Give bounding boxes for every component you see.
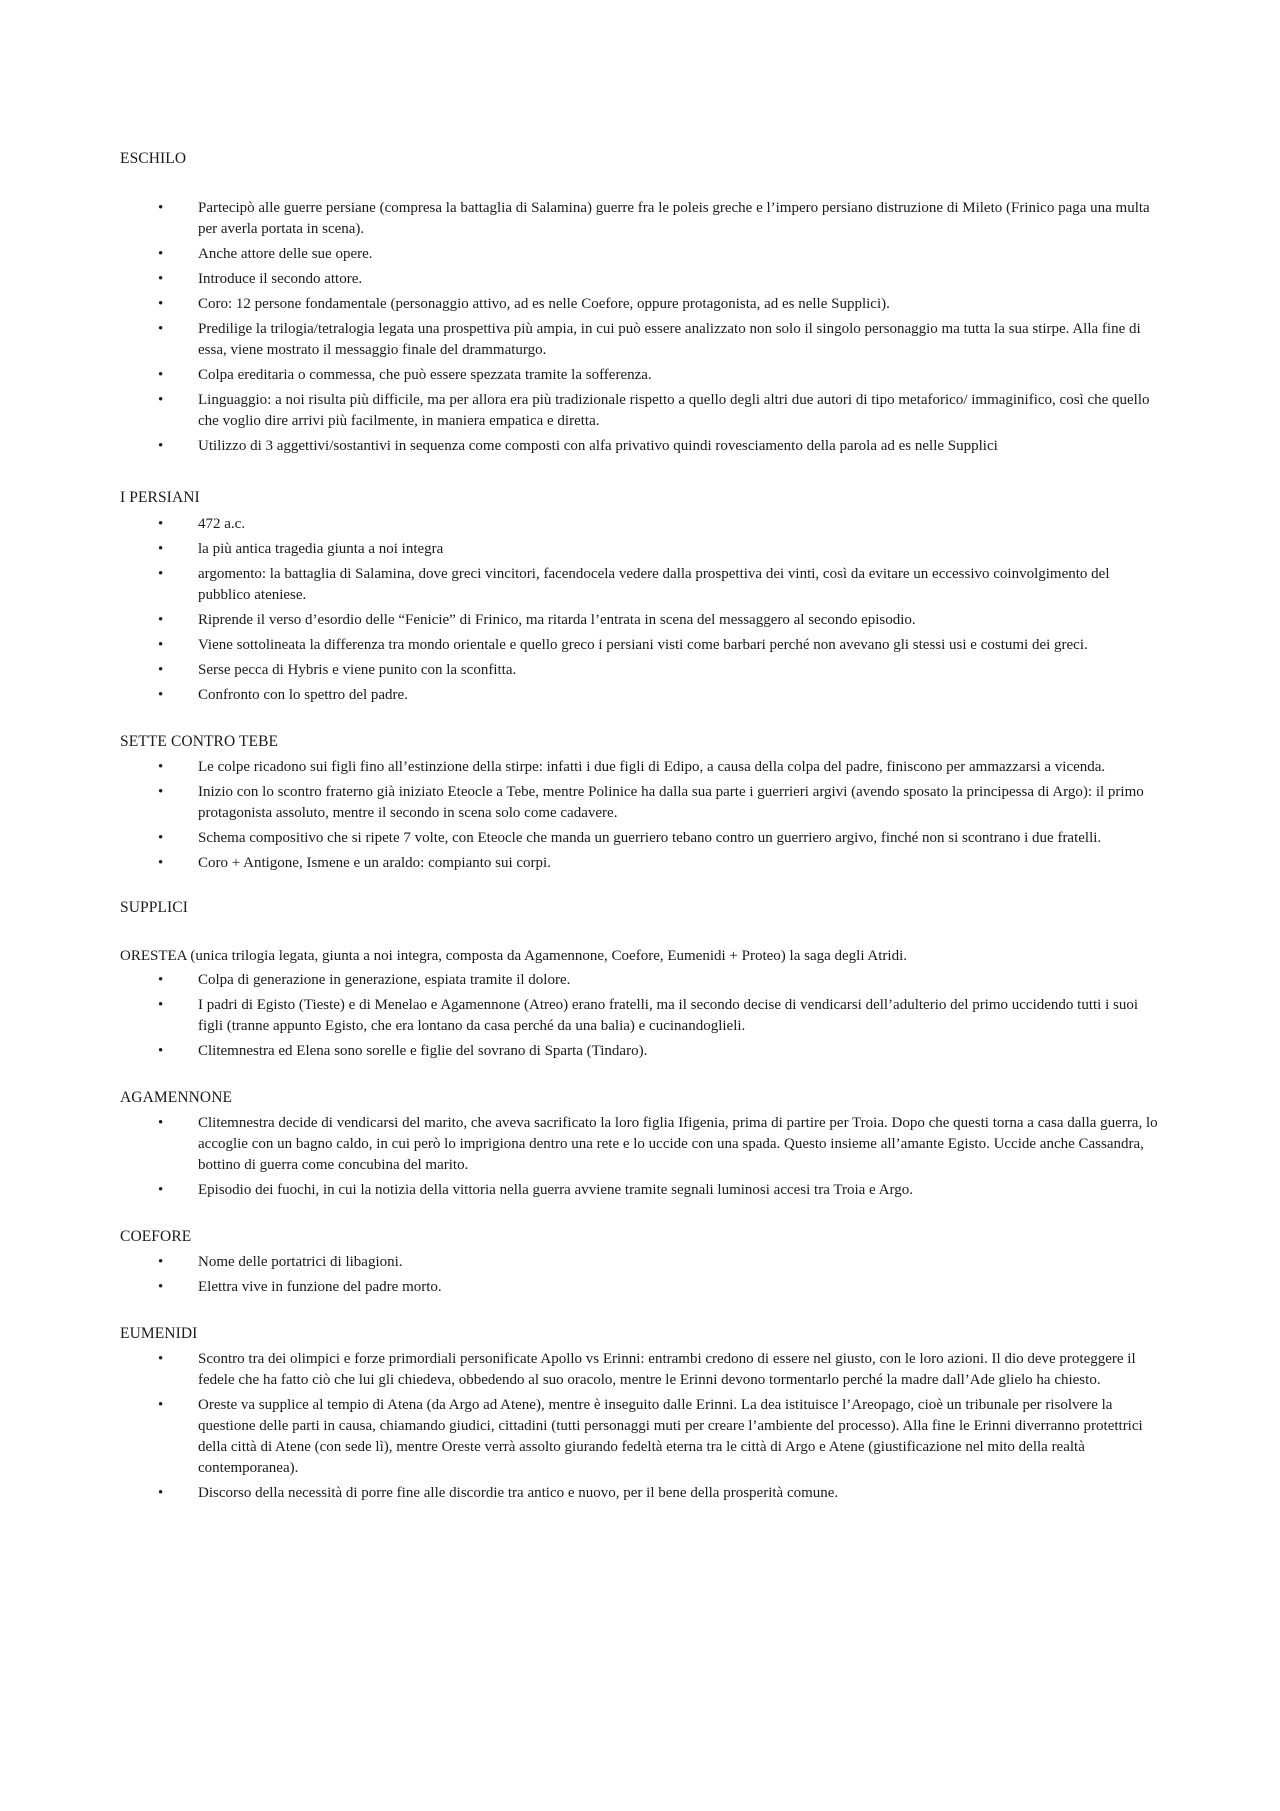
- list-item: [158, 539, 1160, 560]
- list-item-text: Introduce il secondo attore.: [198, 271, 363, 288]
- section-coefore: [120, 1225, 1160, 1298]
- bullet-icon: •: [158, 1042, 164, 1059]
- list-item: [158, 660, 1160, 681]
- section-i-persiani: [120, 486, 1160, 705]
- list-item-text: Episodio dei fuochi, in cui la notizia della vittoria nella guerra avviene tramite segnali luminosi accesi tra Troia e Argo.: [198, 1181, 913, 1198]
- bullet-list: [120, 198, 1160, 457]
- bullet-icon: •: [158, 971, 164, 988]
- section-sette-contro-tebe: [120, 730, 1160, 874]
- list-item: [158, 390, 1160, 432]
- list-item: [158, 1252, 1160, 1273]
- list-item-text: I padri di Egisto (Tieste) e di Menelao e Agamennone (Atreo) erano fratelli, ma il secondo decise di vendicarsi dell’adulterio del primo uccidendo tutti i suoi figli (tranne appunto Egisto, che era lontano da casa perché da una balia) e cucinandoglieli.: [198, 996, 1139, 1034]
- bullet-icon: •: [158, 1181, 164, 1198]
- list-item: [158, 564, 1160, 606]
- bullet-list: [120, 1113, 1160, 1201]
- list-item-text: Coro: 12 persone fondamentale (personaggio attivo, ad es nelle Coefore, oppure protagonista, ad es nelle Supplici).: [198, 296, 890, 313]
- list-item-text: Riprende il verso d’esordio delle “Fenicie” di Frinico, ma ritarda l’entrata in scena del messaggero al secondo episodio.: [198, 611, 916, 628]
- section-agamennone: [120, 1086, 1160, 1201]
- bullet-icon: •: [158, 540, 164, 557]
- section-heading: SUPPLICI: [120, 898, 188, 916]
- section-heading: SETTE CONTRO TEBE: [120, 732, 279, 750]
- list-item: [158, 319, 1160, 361]
- section-heading: AGAMENNONE: [120, 1088, 233, 1106]
- list-item-text: Linguaggio: a noi risulta più difficile, ma per allora era più tradizionale rispetto a quello degli altri due autori di tipo metaforico/ immaginifico, così che quello che voglio dire arrivi più facilmente, in maniera empatica e diretta.: [198, 392, 1150, 430]
- list-item: [158, 1041, 1160, 1062]
- list-item: [158, 1483, 1160, 1504]
- bullet-icon: •: [158, 829, 164, 846]
- section-eschilo: [120, 147, 1160, 457]
- list-item: [158, 514, 1160, 535]
- list-item-text: argomento: la battaglia di Salamina, dove greci vincitori, facendocela vedere dalla prospettiva dei vinti, così da evitare un eccessivo coinvolgimento del pubblico ateniese.: [198, 565, 1110, 603]
- list-item-text: Scontro tra dei olimpici e forze primordiali personificate Apollo vs Erinni: entrambi credono di essere nel giusto, con le loro azioni. Il dio deve proteggere il fedele che ha fatto ciò che lui gli chiedeva, obbedendo al suo oracolo, mentre le Erinni devono tormentarlo perché la madre dall’Ade glielo ha chiesto.: [198, 1351, 1136, 1389]
- bullet-list: [120, 757, 1160, 874]
- list-item-text: Partecipò alle guerre persiane (compresa la battaglia di Salamina) guerre fra le poleis greche e l’impero persiano distruzione di Mileto (Frinico paga una multa per averla portata in scena).: [198, 200, 1150, 238]
- list-item: [158, 853, 1160, 874]
- bullet-list: [120, 1349, 1160, 1504]
- list-item-text: Serse pecca di Hybris e viene punito con la sconfitta.: [198, 661, 517, 678]
- list-item-text: Predilige la trilogia/tetralogia legata una prospettiva più ampia, in cui può essere analizzato non solo il singolo personaggio ma tutta la sua stirpe. Alla fine di essa, viene mostrato il messaggio finale del drammaturgo.: [198, 321, 1141, 359]
- bullet-icon: •: [158, 1397, 164, 1414]
- bullet-icon: •: [158, 636, 164, 653]
- list-item: [158, 635, 1160, 656]
- bullet-icon: •: [158, 783, 164, 800]
- list-item-text: Colpa di generazione in generazione, espiata tramite il dolore.: [198, 971, 571, 988]
- section-supplici: [120, 896, 1160, 919]
- section-eumenidi: [120, 1322, 1160, 1504]
- bullet-list: [120, 970, 1160, 1062]
- bullet-icon: •: [158, 321, 164, 338]
- list-item-text: Colpa ereditaria o commessa, che può essere spezzata tramite la sofferenza.: [198, 367, 652, 384]
- bullet-icon: •: [158, 367, 164, 384]
- bullet-list: [120, 1252, 1160, 1298]
- list-item: [158, 970, 1160, 991]
- bullet-icon: •: [158, 661, 164, 678]
- section-heading: ESCHILO: [120, 150, 187, 167]
- bullet-icon: •: [158, 565, 164, 582]
- bullet-icon: •: [158, 1351, 164, 1368]
- list-item: [158, 436, 1160, 457]
- list-item: [158, 1113, 1160, 1176]
- list-item: [158, 610, 1160, 631]
- list-item-text: Discorso della necessità di porre fine alle discordie tra antico e nuovo, per il bene della prosperità comune.: [198, 1485, 839, 1502]
- list-item-text: Inizio con lo scontro fraterno già iniziato Eteocle a Tebe, mentre Polinice ha dalla sua parte i guerrieri argivi (avendo sposato la principessa di Argo): il primo protagonista assoluto, mentre il secondo in scena solo come cadavere.: [198, 783, 1144, 821]
- bullet-icon: •: [158, 296, 164, 313]
- bullet-icon: •: [158, 1114, 164, 1131]
- list-item: [158, 294, 1160, 315]
- bullet-icon: •: [158, 246, 164, 263]
- list-item: [158, 365, 1160, 386]
- list-item: [158, 828, 1160, 849]
- section-intro: ORESTEA (unica trilogia legata, giunta a noi integra, composta da Agamennone, Coefore, Eumenidi + Proteo) la saga degli Atridi.: [120, 948, 908, 964]
- bullet-icon: •: [158, 438, 164, 455]
- bullet-icon: •: [158, 686, 164, 703]
- bullet-icon: •: [158, 271, 164, 288]
- list-item-text: Le colpe ricadono sui figli fino all’estinzione della stirpe: infatti i due figli di Edipo, a causa della colpa del padre, finiscono per ammazzarsi a vicenda.: [198, 758, 1106, 775]
- list-item: [158, 1180, 1160, 1201]
- list-item: [158, 1395, 1160, 1479]
- bullet-icon: •: [158, 200, 164, 217]
- bullet-icon: •: [158, 854, 164, 871]
- list-item-text: la più antica tragedia giunta a noi integra: [198, 540, 444, 557]
- bullet-icon: •: [158, 1485, 164, 1502]
- bullet-icon: •: [158, 996, 164, 1013]
- list-item: [158, 757, 1160, 778]
- bullet-icon: •: [158, 515, 164, 532]
- list-item: [158, 995, 1160, 1037]
- bullet-icon: •: [158, 758, 164, 775]
- section-heading: I PERSIANI: [120, 489, 200, 507]
- list-item: [158, 198, 1160, 240]
- list-item: [158, 1277, 1160, 1298]
- bullet-icon: •: [158, 1254, 164, 1270]
- list-item: [158, 782, 1160, 824]
- list-item-text: Confronto con lo spettro del padre.: [198, 686, 408, 703]
- list-item-text: Elettra vive in funzione del padre morto.: [198, 1279, 442, 1295]
- list-item: [158, 244, 1160, 265]
- bullet-icon: •: [158, 392, 164, 409]
- list-item-text: Viene sottolineata la differenza tra mondo orientale e quello greco i persiani visti come barbari perché non avevano gli stessi usi e costumi dei greci.: [198, 636, 1088, 653]
- list-item-text: Nome delle portatrici di libagioni.: [198, 1254, 403, 1270]
- section-heading: COEFORE: [120, 1227, 192, 1245]
- section-heading: EUMENIDI: [120, 1325, 198, 1342]
- list-item-text: Oreste va supplice al tempio di Atena (da Argo ad Atene), mentre è inseguito dalle Erinni. La dea istituisce l’Areopago, cioè un tribunale per risolvere la questione delle parti in causa, chiamando giudici, cittadini (tutti personaggi muti per creare l’ambiente del processo). Alla fine le Erinni diverranno protettrici della città di Atene (con sede lì), mentre Oreste verrà assolto giurando fedeltà eterna tra le città di Argo e Atene (giustificazione nel mito della realtà contemporanea).: [198, 1397, 1143, 1477]
- list-item-text: Clitemnestra decide di vendicarsi del marito, che aveva sacrificato la loro figlia Ifigenia, prima di partire per Troia. Dopo che questi torna a casa dalla guerra, lo accoglie con un bagno caldo, in cui però lo imprigiona dentro una rete e lo uccide con una spada. Questo insieme all’amante Egisto. Uccide anche Cassandra, bottino di guerra come concubina del marito.: [198, 1114, 1158, 1173]
- list-item-text: Clitemnestra ed Elena sono sorelle e figlie del sovrano di Sparta (Tindaro).: [198, 1042, 648, 1059]
- bullet-icon: •: [158, 611, 164, 628]
- list-item-text: Coro + Antigone, Ismene e un araldo: compianto sui corpi.: [198, 854, 551, 871]
- list-item: [158, 685, 1160, 706]
- list-item: [158, 269, 1160, 290]
- bullet-list: [120, 514, 1160, 706]
- list-item-text: Utilizzo di 3 aggettivi/sostantivi in sequenza come composti con alfa privativo quindi rovesciamento della parola ad es nelle Supplici: [198, 438, 998, 455]
- list-item-text: 472 a.c.: [198, 515, 246, 532]
- list-item: [158, 1349, 1160, 1391]
- list-item-text: Anche attore delle sue opere.: [198, 246, 373, 263]
- section-orestea: [120, 945, 1160, 1062]
- list-item-text: Schema compositivo che si ripete 7 volte, con Eteocle che manda un guerriero tebano contro un guerriero argivo, finché non si scontrano i due fratelli.: [198, 829, 1102, 846]
- bullet-icon: •: [158, 1279, 164, 1295]
